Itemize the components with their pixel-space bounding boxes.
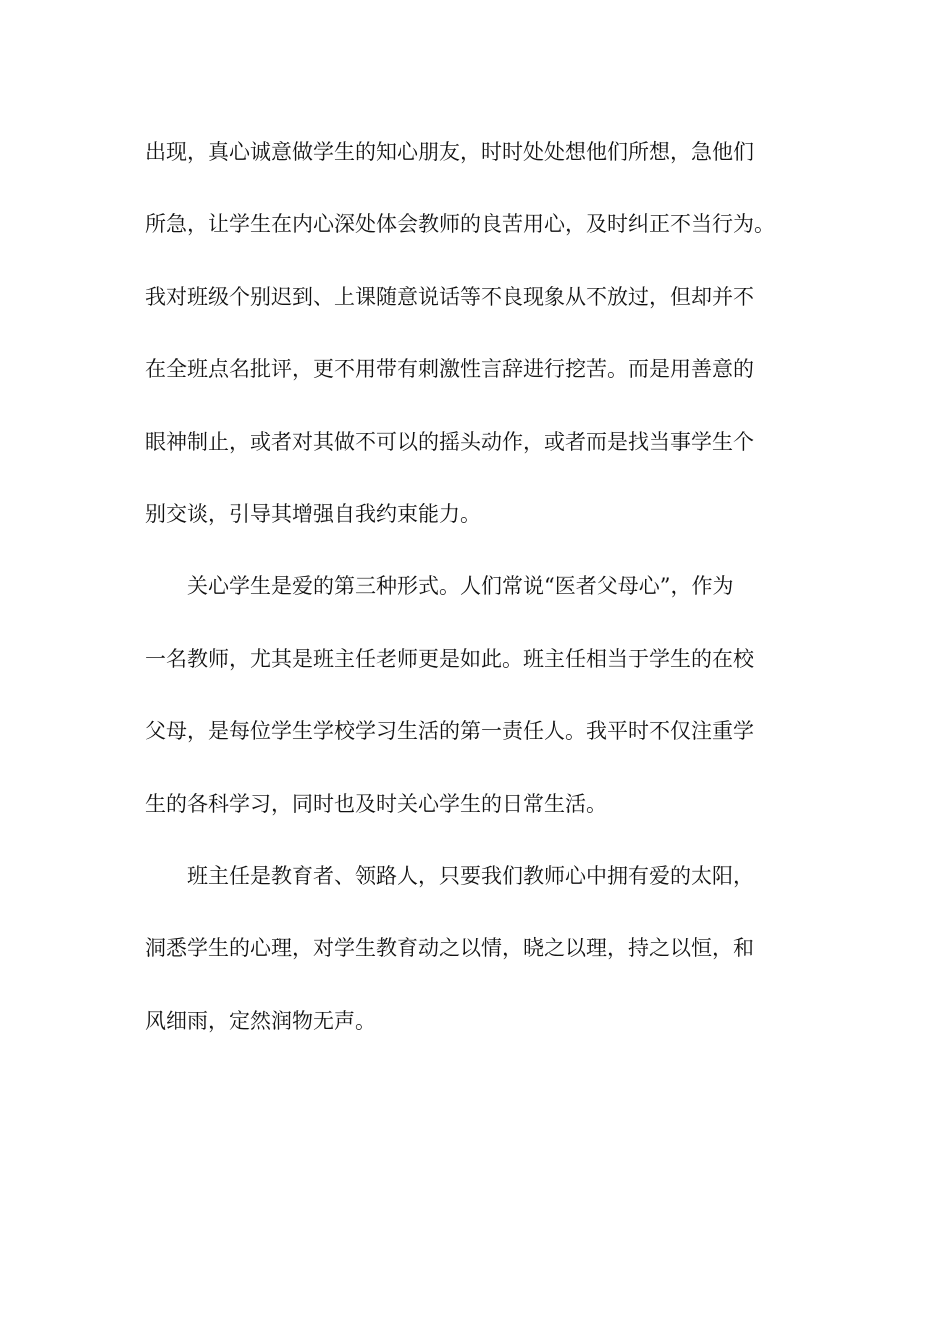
text-line: 出现，真心诚意做学生的知心朋友，时时处处想他们所想，急他们 bbox=[145, 140, 754, 164]
text-line: 别交谈，引导其增强自我约束能力。 bbox=[145, 501, 481, 526]
text-line: 所急，让学生在内心深处体会教师的良苦用心，及时纠正不当行为。 bbox=[145, 212, 775, 237]
text-line: 风细雨，定然润物无声。 bbox=[145, 1008, 376, 1033]
document-body bbox=[145, 128, 810, 1069]
text-line: 父母，是每位学生学校学习生活的第一责任人。我平时不仅注重学 bbox=[145, 719, 754, 744]
paragraph-start-line: 关心学生是爱的第三种形式。人们常说“医者父母心”，作为 bbox=[187, 574, 734, 599]
text-line: 在全班点名批评，更不用带有刺激性言辞进行挖苦。而是用善意的 bbox=[145, 357, 754, 382]
paragraph-start-line: 班主任是教育者、领路人，只要我们教师心中拥有爱的太阳， bbox=[187, 863, 754, 888]
text-line: 眼神制止，或者对其做不可以的摇头动作，或者而是找当事学生个 bbox=[145, 429, 754, 454]
text-line: 生的各科学习，同时也及时关心学生的日常生活。 bbox=[145, 791, 607, 816]
text-line: 一名教师，尤其是班主任老师更是如此。班主任相当于学生的在校 bbox=[145, 646, 754, 671]
text-line: 我对班级个别迟到、上课随意说话等不良现象从不放过，但却并不 bbox=[145, 284, 754, 309]
text-line: 洞悉学生的心理，对学生教育动之以情，晓之以理，持之以恒，和 bbox=[145, 936, 754, 961]
